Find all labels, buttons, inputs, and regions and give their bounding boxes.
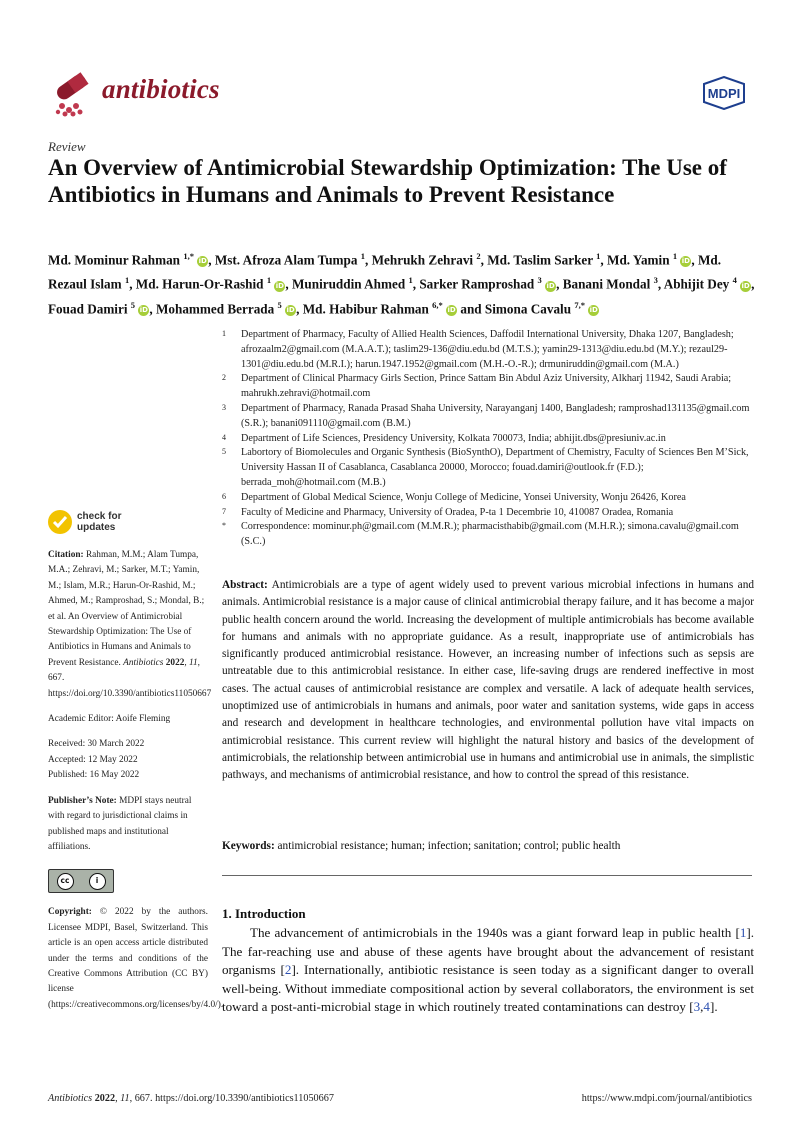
- citation-doi[interactable]: , 667. https://doi.org/10.3390/antibiotics11050667: [48, 657, 212, 699]
- abstract-text: Antimicrobials are a type of agent widely used to prevent various microbial infections in humans and animals. Antimicrobial resistance is a major cause of clinical antimicrobial therapy failure, and it has become a major public health concern around the world. Increasing the development of multiple antimicrobials has become available for humans and animals with no appropriate guidance. As a result, inappropriate use of antimicrobials has significantly produced antimicrobial resistance. However, an increasing number of infections such as sepsis are untreatable due to this antimicrobial resistance. In either case, life-saving drugs are rendered ineffective in most cases. The actual causes of antimicrobial resistance are complex and versatile. A lack of adequate health services, unoptimized use of antimicrobials in humans and animals, poor water and sanitation systems, wide gaps in access and research and development in healthcare technologies, and environmental pollution have vital impacts on antimicrobial resistance. This current review will highlight the natural history and basics of the development of antimicrobials, the relationship between antimicrobial use in humans and antimicrobial use in animals, the simplistic pathways, and mechanisms of antimicrobial resistance, and how to control the spread of this resistance.: [222, 579, 754, 782]
- footer-volume: 11: [120, 1093, 130, 1104]
- footer-journal: Antibiotics: [48, 1093, 93, 1104]
- affiliation-text: Department of Clinical Pharmacy Girls Section, Prince Sattam Bin Abdul Aziz University, Alkharj 11942, Saudi Arabia; mahrukh.zehravi@hotmail.com: [241, 373, 732, 400]
- keywords-label: Keywords:: [222, 840, 275, 852]
- affiliation-marker: 1: [672, 251, 678, 261]
- footer-citation: Antibiotics 2022, 11, 667. https://doi.org/10.3390/antibiotics11050667: [48, 1093, 334, 1104]
- publisher-note: [48, 794, 208, 856]
- affiliation-marker: 7,*: [574, 299, 585, 310]
- orcid-icon[interactable]: iD: [275, 281, 284, 290]
- intro-text-2: ]. The far-reaching use and abuse of these agents have brought about the advancement of resistant organisms [: [222, 925, 754, 977]
- affiliation-number: 4: [222, 432, 226, 442]
- affiliation-marker: 2: [476, 251, 481, 261]
- dates-block: [48, 737, 208, 783]
- citation-link[interactable]: 1: [739, 925, 747, 940]
- affiliation-number: 7: [222, 506, 226, 516]
- article-title: An Overview of Antimicrobial Stewardship Optimization: The Use of Antibiotics in Humans and Animals to Prevent Resistance: [48, 155, 727, 207]
- check-for-updates-button[interactable]: [48, 510, 208, 534]
- affiliation-marker: 1: [266, 275, 272, 286]
- affiliation-item: [222, 372, 757, 402]
- publisher-note-label: Publisher’s Note:: [48, 795, 117, 806]
- affiliation-text: Department of Pharmacy, Faculty of Allied Health Sciences, Daffodil International University, Dhaka 1207, Bangladesh; afrozaalm2@gmail.com (M.A.A.T.); taslim29-136@diu.edu.bd (M.T.S.); yamin29-1313@diu.edu.bd (M.Y.); rezaul29-1301@diu.edu.bd (M.R.I.); harun.1947.1952@gmail.com (M.H.-O.-R.); drmuniruddin@gmail.com (M.A.): [241, 329, 734, 370]
- citation-link[interactable]: 4: [703, 999, 710, 1014]
- citation-block: Citation: Rahman, M.M.; Alam Tumpa, M.A.; Zehravi, M.; Sarker, M.T.; Yamin, M.; Islam, M.R.; Harun-Or-Rashid, M.; Ahmed, M.; Ramproshad, S.; Mondal, B.; et al. An Overview of Antimicrobial Stewardship Optimization: The Use of Antibiotics in Humans and Animals to Prevent Resistance. Antibiotics 2022, 11, 667. https://doi.org/10.3390/antibiotics11050667: [48, 550, 212, 699]
- affiliation-item: [222, 506, 757, 521]
- intro-text-4: ].: [709, 999, 718, 1014]
- orcid-icon[interactable]: iD: [681, 257, 690, 266]
- affiliation-marker: 4: [732, 275, 737, 286]
- check-updates-line2: updates: [77, 522, 116, 533]
- citation-journal: Antibiotics: [123, 657, 164, 668]
- intro-text-1: The advancement of antimicrobials in the 1940s was a giant forward leap in public health [: [250, 925, 740, 940]
- citation-separator: ,: [700, 999, 704, 1014]
- affiliation-text: Labortory of Biomolecules and Organic Synthesis (BioSynthO), Department of Chemistry, Faculty of Sciences Ben M’Sick, University Hassan II of Casablanca, Casablanca 20000, Morocco; fouad.damiri@outlook.fr (F.D.); berrada_moh@hotmail.com (M.B.): [241, 447, 749, 488]
- abstract: [222, 577, 754, 785]
- footer-journal-url[interactable]: https://www.mdpi.com/journal/antibiotics: [581, 1093, 752, 1104]
- accepted-date: Accepted: 12 May 2022: [48, 754, 138, 765]
- academic-editor: Academic Editor: Aoife Fleming: [48, 714, 171, 725]
- copyright-block: [48, 905, 224, 1013]
- article-sidebar: [48, 510, 224, 1013]
- page-footer: [48, 1093, 752, 1104]
- check-updates-icon: [48, 510, 72, 534]
- affiliation-number: 6: [222, 491, 226, 501]
- orcid-icon[interactable]: iD: [286, 306, 295, 315]
- affiliation-marker: 1: [360, 251, 366, 261]
- publisher-label: MDPI: [707, 86, 741, 101]
- section-heading: 1. Introduction: [222, 906, 306, 921]
- cc-icon: cc: [57, 873, 74, 890]
- footer-year: 2022: [94, 1093, 116, 1104]
- affiliation-marker: 1,*: [183, 251, 194, 261]
- affiliation-item: [222, 446, 757, 490]
- affiliation-marker: 3: [653, 275, 658, 286]
- article-type: Review: [48, 139, 86, 154]
- journal-header: [48, 62, 752, 122]
- affiliation-text: Correspondence: mominur.ph@gmail.com (M.M.R.); pharmacisthabib@gmail.com (M.H.R.); simona.cavalu@gmail.com (S.C.): [241, 521, 739, 548]
- affiliation-number: 2: [222, 373, 226, 383]
- cc-by-badge[interactable]: [48, 869, 114, 893]
- affiliation-text: Department of Life Sciences, Presidency University, Kolkata 700073, India; abhijit.dbs@presiuniv.ac.in: [241, 432, 666, 444]
- affiliation-text: Department of Pharmacy, Ranada Prasad Shaha University, Narayanganj 1400, Bangladesh; ramproshad131135@gmail.com (S.R.); banani091110@gmail.com (B.M.): [241, 402, 750, 429]
- affiliation-number: 3: [222, 402, 226, 412]
- orcid-icon[interactable]: iD: [198, 257, 207, 266]
- mdpi-logo: [696, 76, 752, 110]
- affiliation-text: Faculty of Medicine and Pharmacy, University of Oradea, P-ta 1 Decembrie 10, 410087 Oradea, Romania: [241, 506, 674, 518]
- journal-name: antibiotics: [102, 74, 220, 104]
- affiliation-marker: 1: [408, 275, 413, 286]
- citation-link[interactable]: 2: [284, 962, 292, 977]
- capsule-icon: [48, 70, 96, 118]
- affiliation-item: [222, 402, 757, 432]
- received-date: Received: 30 March 2022: [48, 739, 145, 750]
- orcid-icon[interactable]: iD: [741, 281, 750, 290]
- affiliation-marker: 5: [130, 299, 136, 310]
- affiliation-text: Department of Global Medical Science, Wonju College of Medicine, Yonsei University, Wonju 26426, Korea: [241, 491, 686, 503]
- affiliation-item: [222, 328, 757, 372]
- citation-label: Citation:: [48, 550, 84, 560]
- orcid-icon[interactable]: iD: [546, 281, 555, 290]
- affiliation-list: [222, 328, 757, 550]
- citation-link[interactable]: 3: [693, 999, 701, 1014]
- by-icon: i: [89, 873, 106, 890]
- affiliation-number: *: [222, 521, 226, 531]
- copyright-label: Copyright:: [48, 907, 92, 918]
- check-updates-line1: check for: [77, 511, 122, 522]
- affiliation-item: [222, 432, 757, 447]
- orcid-icon[interactable]: iD: [139, 306, 148, 315]
- section-divider: [222, 875, 752, 876]
- citation-text: Rahman, M.M.; Alam Tumpa, M.A.; Zehravi, M.; Sarker, M.T.; Yamin, M.; Islam, M.R.; Harun-Or-Rashid, M.; Ahmed, M.; Ramproshad, S.; Mondal, B.; et al. An Overview of Antimicrobial Stewardship Optimization: The Use of Antibiotics in Humans and Animals to Prevent Resistance.: [48, 550, 205, 668]
- affiliation-item: [222, 491, 757, 506]
- footer-doi[interactable]: , 667. https://doi.org/10.3390/antibiotics11050667: [129, 1093, 334, 1104]
- affiliation-item: [222, 520, 757, 550]
- keywords: [222, 838, 754, 855]
- affiliation-marker: 3: [537, 275, 542, 286]
- introduction-paragraph: [222, 924, 754, 1017]
- affiliation-marker: 5: [277, 299, 282, 310]
- affiliation-number: 1: [222, 329, 226, 338]
- copyright-text: © 2022 by the authors. Licensee MDPI, Basel, Switzerland. This article is an open access article distributed under the terms and conditions of the Creative Commons Attribution (CC BY) license (https://creativecommons.org/licenses/by/4.0/).: [48, 907, 224, 1010]
- affiliation-marker: 1: [596, 251, 601, 261]
- affiliation-number: 5: [222, 447, 226, 457]
- author-list: Md. Mominur Rahman $^{1,*}$ iD, Mst. Afroza Alam Tumpa $^1$, Mehrukh Zehravi $^2$, Md. Taslim Sarker $^1$, Md. Yamin $^1$ iD, Md. Rezaul Islam $^1$, Md. Harun-Or-Rashid $^1$ iD, Muniruddin Ahmed $^1$, Sarker Ramproshad $^3$ iD, Banani Mondal $^3$, Abhijit Dey $^4$ iD, Fouad Damiri $^5$ iD, Mohammed Berrada $^5$ iD, Md. Habibur Rahman $^{6,*}$ iD and Simona Cavalu $^{7,*}$ iD: [48, 251, 755, 317]
- affiliation-marker: 6,*: [432, 299, 443, 310]
- abstract-label: Abstract:: [222, 579, 268, 591]
- keywords-text: antimicrobial resistance; human; infection; sanitation; control; public health: [277, 840, 621, 852]
- affiliation-marker: 1: [124, 275, 130, 286]
- orcid-icon[interactable]: iD: [447, 306, 456, 315]
- publisher-note-text: MDPI stays neutral with regard to jurisdictional claims in published maps and institutional affiliations.: [48, 795, 192, 852]
- intro-text-3: ]. Internationally, antibiotic resistance is seen today as a significant danger to overall well-being. Without immediate compositional action by several collaborators, the environment is set toward a post-anti-microbial stage in which routinely treated contaminations can destroy [: [222, 962, 755, 1014]
- published-date: Published: 16 May 2022: [48, 770, 140, 781]
- orcid-icon[interactable]: iD: [589, 306, 598, 315]
- citation-volume: 11: [189, 657, 198, 668]
- citation-year: 2022: [165, 657, 185, 668]
